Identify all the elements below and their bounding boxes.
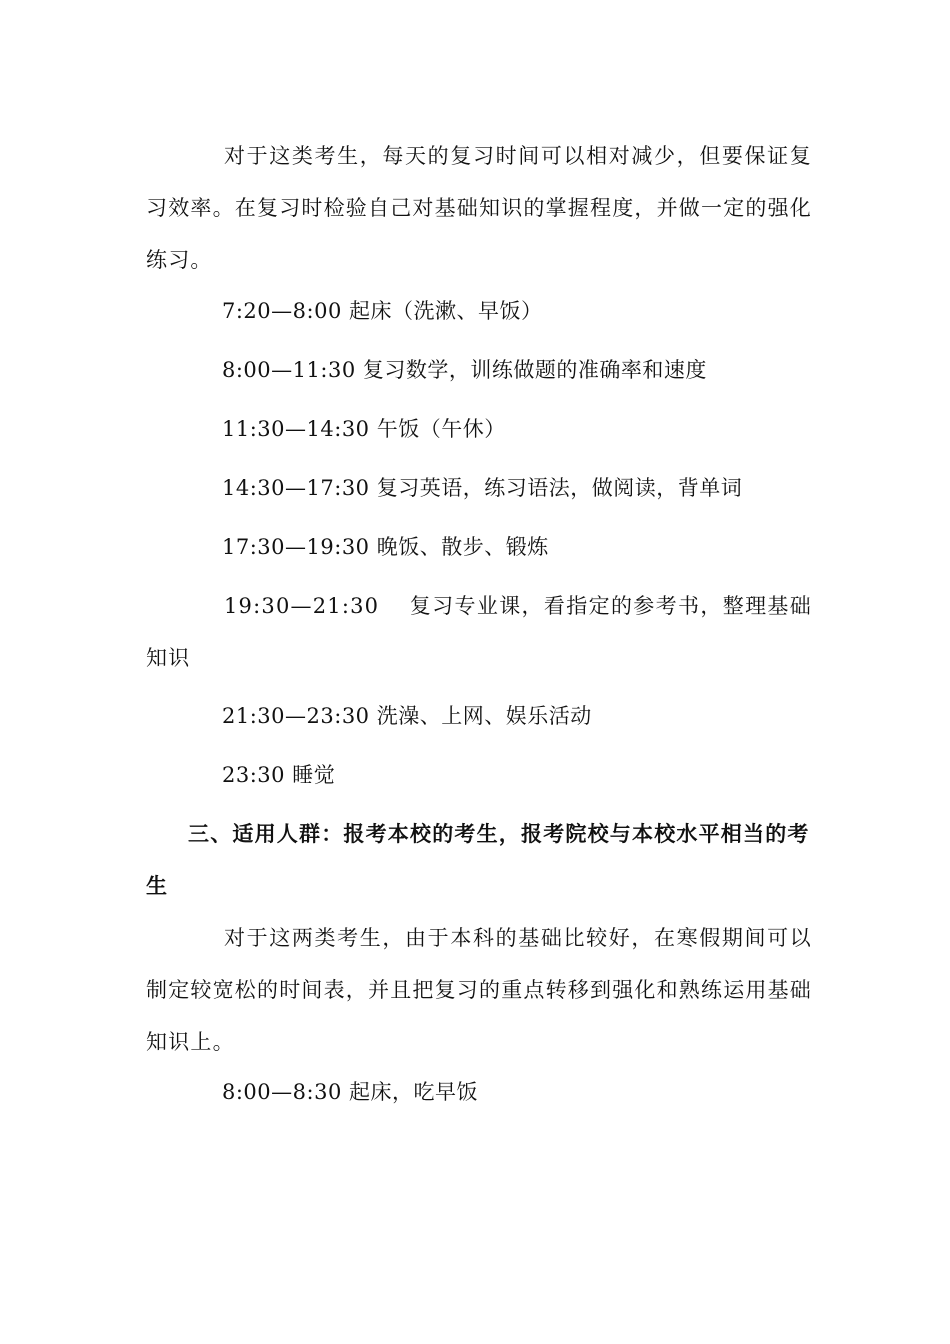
intro-paragraph: 对于这类考生，每天的复习时间可以相对减少，但要保证复习效率。在复习时检验自己对基础知识的掌握程度，并做一定的强化练习。 [146,144,812,272]
schedule-a-item: 11:30—14:30 午饭（午休） [222,417,506,441]
schedule-a-item: 8:00—11:30 复习数学，训练做题的准确率和速度 [222,358,707,382]
schedule-b-item: 8:00—8:30 起床，吃早饭 [222,1080,478,1104]
schedule-a-item: 7:20—8:00 起床（洗漱、早饭） [222,299,543,323]
schedule-a-item-wrapped: 19:30—21:30 复习专业课，看指定的参考书，整理基础知识 [146,594,812,670]
schedule-a-item: 21:30—23:30 洗澡、上网、娱乐活动 [222,704,592,728]
schedule-a-item: 17:30—19:30 晚饭、散步、锻炼 [222,535,549,559]
section-3-heading: 三、适用人群：报考本校的考生，报考院校与本校水平相当的考生 [146,822,810,898]
schedule-a-item: 14:30—17:30 复习英语，练习语法，做阅读，背单词 [222,476,743,500]
schedule-a-item: 23:30 睡觉 [222,763,336,787]
section-3-paragraph: 对于这两类考生，由于本科的基础比较好，在寒假期间可以制定较宽松的时间表，并且把复习的重点转移到强化和熟练运用基础知识上。 [146,926,812,1054]
